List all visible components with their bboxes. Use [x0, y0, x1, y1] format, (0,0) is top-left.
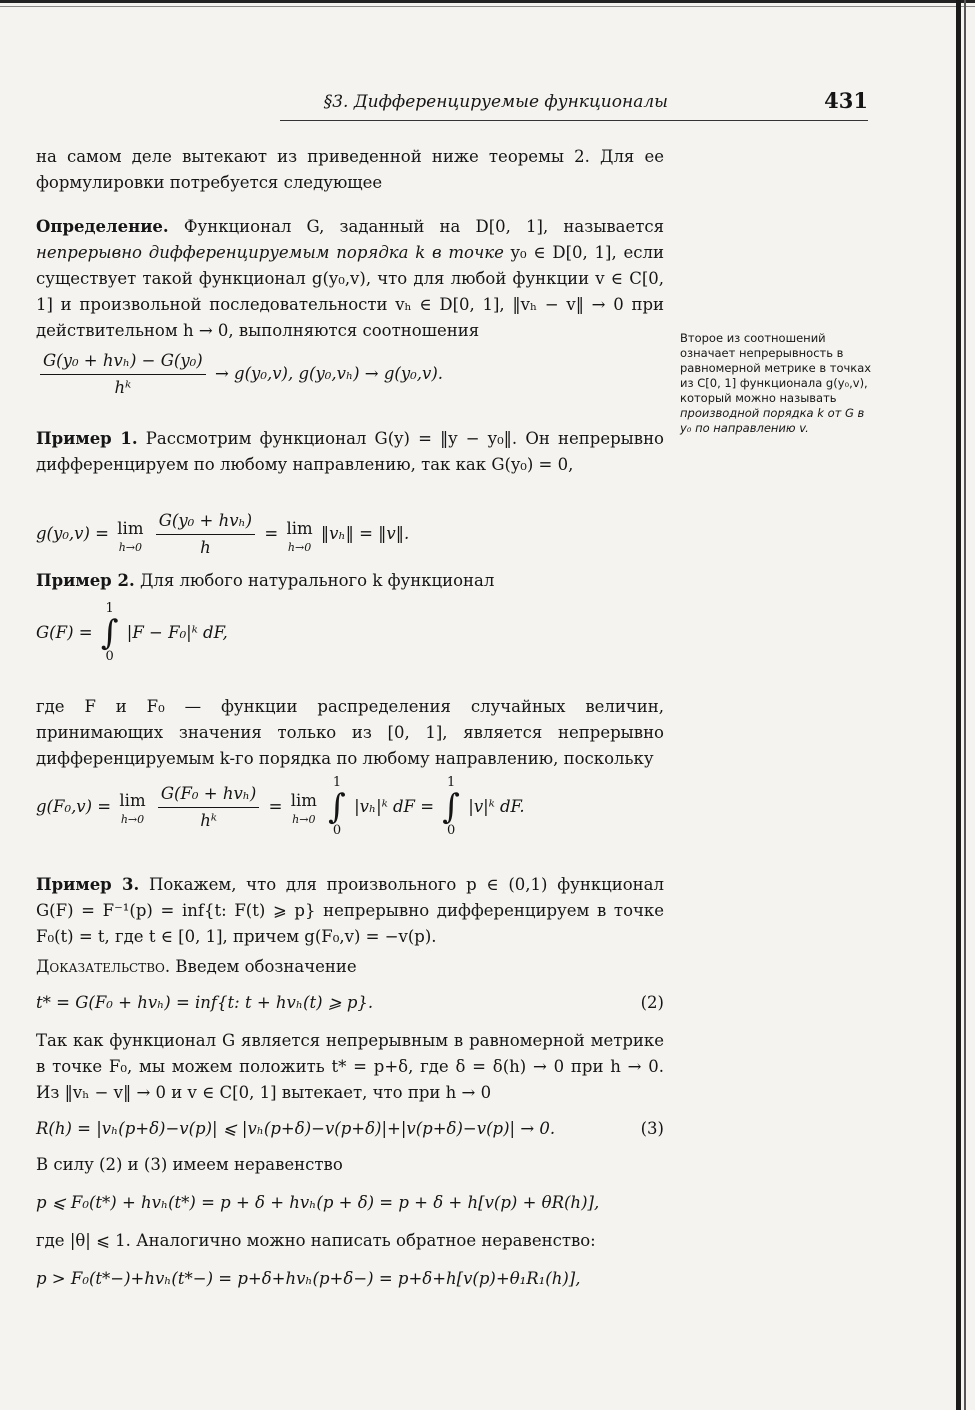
- proof-block: [36, 954, 664, 980]
- lim-subscript-3: h→0: [120, 813, 145, 826]
- definition-fraction: [40, 348, 206, 401]
- theta-note-text: где |θ| ⩽ 1. Аналогично можно написать обратное неравенство:: [36, 1231, 596, 1250]
- definition-text: [36, 214, 664, 344]
- example2-label: Пример 2.: [36, 571, 135, 590]
- example2-equation2: [36, 776, 664, 838]
- section-title: §3. Дифференцируемые функционалы: [323, 92, 668, 112]
- integral-symbol: ∫: [100, 613, 119, 653]
- lim-subscript: h→0: [118, 540, 143, 554]
- integral-symbol-2: ∫: [328, 787, 346, 827]
- integral-sign-2: [328, 776, 346, 838]
- intro-paragraph: [36, 144, 664, 196]
- eq3-left: g(F₀,v) =: [36, 796, 112, 816]
- eq3-denominator: hᵏ: [200, 810, 217, 830]
- integral-upper-2: 1: [332, 775, 342, 790]
- lim-text-4: lim: [290, 791, 317, 810]
- definition-part1: Функционал G, заданный на D[0, 1], называется: [183, 217, 664, 236]
- eq1-left: g(y₀,v) =: [36, 524, 110, 543]
- scan-right-edge-thin: [964, 0, 966, 1410]
- definition-part2: y₀ ∈ D[0, 1], если существует такой функционал g(y₀,v), что для любой функции v ∈ C[0, 1] и произвольной последовательности vₕ ∈ D[0, 1], ‖vₕ − v‖ → 0 при действительном h → 0, выполняются соотношения: [36, 243, 665, 340]
- definition-label: Определение.: [36, 217, 169, 236]
- integral-lower-2: 0: [332, 823, 342, 838]
- eq1-denominator: h: [200, 538, 211, 557]
- fraction-denominator: hᵏ: [114, 378, 132, 397]
- lim-subscript-2: h→0: [287, 540, 312, 554]
- inequality-1-body: p ⩽ F₀(t*) + hvₕ(t*) = p + δ + hvₕ(p + δ) = p + δ + h[v(p) + θR(h)],: [36, 1193, 600, 1212]
- margin-note-text: Второе из соотношений означает непрерывность в равномерной метрике в точках из C[0, 1] функционала g(y₀,v), который можно называть: [680, 331, 872, 405]
- eq2-left: G(F) =: [36, 622, 93, 642]
- scan-right-edge: [956, 0, 961, 1410]
- integral-symbol-3: ∫: [442, 787, 461, 827]
- integral-sign-3: [442, 776, 460, 838]
- eq3-equals: =: [268, 796, 283, 816]
- definition-equation: [36, 348, 664, 401]
- example1-equation: [36, 508, 664, 561]
- definition-term: непрерывно дифференцируемым порядка k в точке: [36, 243, 504, 262]
- eq2-integrand: |F − F₀|ᵏ dF,: [126, 622, 228, 642]
- definition-block: [36, 214, 664, 344]
- margin-note: [680, 331, 876, 436]
- proof-text: [36, 954, 664, 980]
- equation-2-body: t* = G(F₀ + hvₕ) = inf{t: t + hvₕ(t) ⩾ p}.: [36, 993, 374, 1012]
- running-header: [36, 86, 868, 118]
- integral-sign: [101, 602, 119, 664]
- example2-text: [36, 568, 664, 594]
- lim-text-3: lim: [119, 791, 146, 810]
- example3-block: [36, 872, 664, 950]
- integral-lower-3: 0: [447, 823, 456, 838]
- theta-note: [36, 1228, 664, 1254]
- example1-text: [36, 426, 664, 478]
- example1-label: Пример 1.: [36, 429, 138, 448]
- example1-block: [36, 426, 664, 478]
- example2-continuation: [36, 694, 664, 772]
- example2-equation: [36, 602, 664, 664]
- lim-subscript-4: h→0: [292, 813, 316, 826]
- limit-operator: [117, 516, 143, 554]
- example1-body: Рассмотрим функционал G(y) = ‖y − y₀‖. Он непрерывно дифференцируем по любому направлению, так как G(y₀) = 0,: [36, 429, 664, 474]
- scan-top-edge: [0, 0, 975, 3]
- eq1-equals: =: [264, 524, 279, 543]
- inequality-intro-text: В силу (2) и (3) имеем неравенство: [36, 1155, 343, 1174]
- integral-upper-3: 1: [447, 775, 456, 790]
- eq1-numerator: G(y₀ + hvₕ): [156, 508, 255, 535]
- margin-note-italic: производной порядка k от G в y₀ по направлению v.: [680, 406, 865, 435]
- eq1-right: ‖vₕ‖ = ‖v‖.: [320, 524, 410, 543]
- integral-upper: 1: [105, 601, 114, 616]
- limit-operator-2: [286, 516, 312, 554]
- eq3-fraction: [158, 781, 260, 834]
- example3-text: [36, 872, 664, 950]
- limit-operator-4: [291, 788, 317, 826]
- limit-operator-3: [119, 788, 145, 826]
- integral-lower: 0: [105, 649, 114, 664]
- example2-text2: где F и F₀ — функции распределения случайных величин, принимающих значения только из [0, 1], является непрерывно дифференцируемым k-го порядка по любому направлению, поскольку: [36, 697, 664, 768]
- example3-label: Пример 3.: [36, 875, 140, 894]
- lim-text: lim: [117, 518, 144, 538]
- inequality-intro: [36, 1152, 664, 1178]
- scan-top-edge-thin: [0, 6, 975, 7]
- equation-2-number: (2): [640, 993, 664, 1012]
- example2-body: Для любого натурального k функционал: [139, 571, 495, 590]
- definition-eq-rest: → g(y₀,v), g(y₀,vₕ) → g(y₀,v).: [214, 364, 444, 383]
- inequality-1: [36, 1190, 664, 1216]
- equation-3-number: (3): [640, 1119, 664, 1138]
- equation-3-body: R(h) = |vₕ(p+δ)−v(p)| ⩽ |vₕ(p+δ)−v(p+δ)|+|v(p+δ)−v(p)| → 0.: [36, 1119, 556, 1138]
- proof-paragraph-text: Так как функционал G является непрерывным в равномерной метрике в точке F₀, мы можем положить t* = p+δ, где δ = δ(h) → 0 при h → 0. Из ‖vₕ − v‖ → 0 и v ∈ C[0, 1] вытекает, что при h → 0: [36, 1031, 664, 1102]
- eq3-numerator: G(F₀ + hvₕ): [158, 781, 260, 808]
- proof-paragraph: [36, 1028, 664, 1106]
- equation-3: [36, 1116, 664, 1142]
- intro-text: на самом деле вытекают из приведенной ниже теоремы 2. Для ее формулировки потребуется следующее: [36, 147, 664, 192]
- eq3-integrand: |vₕ|ᵏ dF =: [354, 796, 435, 816]
- equation-2: [36, 990, 664, 1016]
- inequality-2: [36, 1266, 664, 1292]
- example3-body: Покажем, что для произвольного p ∈ (0,1) функционал G(F) = F⁻¹(p) = inf{t: F(t) ⩾ p} непрерывно дифференцируем в точке F₀(t) = t, где t ∈ [0, 1], причем g(F₀,v) = −v(p).: [36, 875, 664, 946]
- fraction-numerator: G(y₀ + hvₕ) − G(y₀): [40, 348, 206, 375]
- inequality-2-body: p > F₀(t*−)+hvₕ(t*−) = p+δ+hvₕ(p+δ−) = p+δ+h[v(p)+θ₁R₁(h)],: [36, 1269, 581, 1288]
- header-rule: [280, 120, 868, 121]
- proof-label: Доказательство.: [36, 957, 171, 976]
- proof-intro: Введем обозначение: [175, 957, 357, 976]
- example2-block: [36, 568, 664, 594]
- eq1-fraction: [156, 508, 255, 561]
- page-number: 431: [824, 88, 868, 113]
- eq3-integrand-2: |v|ᵏ dF.: [468, 796, 525, 816]
- lim-text-2: lim: [286, 518, 313, 538]
